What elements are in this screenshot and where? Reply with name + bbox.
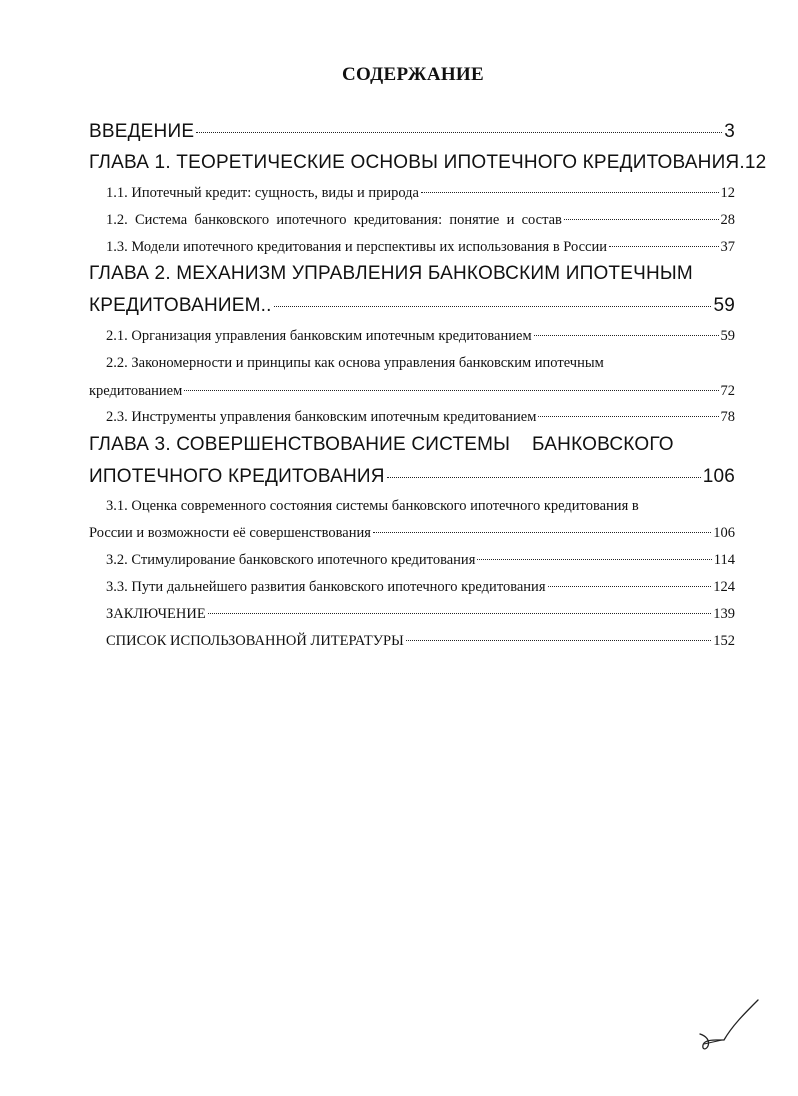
toc-entry-section-3-3[interactable] xyxy=(106,579,735,596)
page-number: 12 xyxy=(744,152,767,173)
toc-entry-label: ВВЕДЕНИЕ xyxy=(89,121,195,142)
toc-entry-label: 3.2. Стимулирование банковского ипотечного кредитования xyxy=(106,552,476,568)
toc-entry-label: 1.2. Система банковского ипотечного кредитования: понятие и состав xyxy=(106,212,562,228)
toc-entry-label: России и возможности её совершенствования xyxy=(89,525,371,541)
dot-leader xyxy=(609,246,718,247)
page-number: 106 xyxy=(713,525,735,541)
dot-leader xyxy=(534,335,719,336)
page-number: 37 xyxy=(720,239,735,255)
toc-entry-label: 1.3. Модели ипотечного кредитования и перспективы их использования в России xyxy=(106,239,608,255)
toc-entry-chapter-1[interactable] xyxy=(89,152,767,174)
toc-entry-section-1-3[interactable] xyxy=(106,239,735,256)
page-number: 59 xyxy=(720,328,735,344)
dot-leader xyxy=(406,640,711,641)
toc-entry-label: кредитованием xyxy=(89,383,183,399)
page-number: 28 xyxy=(720,212,735,228)
toc-entry-intro[interactable] xyxy=(89,121,735,143)
toc-entry-section-1-1[interactable] xyxy=(106,185,735,202)
toc-entry-conclusion[interactable] xyxy=(106,606,735,623)
toc-entry-section-2-2-line1[interactable]: 2.2. Закономерности и принципы как основа управления банковским ипотечным xyxy=(106,355,604,371)
toc-entry-label: КРЕДИТОВАНИЕМ.. xyxy=(89,295,272,316)
dot-leader xyxy=(387,477,701,478)
toc-entry-label: 3.3. Пути дальнейшего развития банковского ипотечного кредитования xyxy=(106,579,546,595)
signature-mark xyxy=(696,996,766,1056)
dot-leader xyxy=(538,416,718,417)
page-title: СОДЕРЖАНИЕ xyxy=(342,64,484,85)
toc-entry-section-3-1[interactable] xyxy=(89,525,735,542)
toc-entry-label: ЗАКЛЮЧЕНИЕ xyxy=(106,606,206,622)
page-number: 78 xyxy=(720,409,735,425)
toc-entry-label: 2.1. Организация управления банковским ипотечным кредитованием xyxy=(106,328,532,344)
toc-entry-section-3-2[interactable] xyxy=(106,552,735,569)
page-number: 72 xyxy=(720,383,735,399)
toc-entry-section-1-2[interactable] xyxy=(106,212,735,229)
dot-leader xyxy=(373,532,711,533)
page-number: 152 xyxy=(713,633,735,649)
toc-entry-section-2-1[interactable] xyxy=(106,328,735,345)
toc-entry-chapter-3[interactable] xyxy=(89,466,735,488)
page-number: 139 xyxy=(713,606,735,622)
dot-leader xyxy=(548,586,712,587)
page-number: 114 xyxy=(713,552,735,568)
toc-entry-section-2-2[interactable] xyxy=(89,383,735,400)
dot-leader xyxy=(196,132,722,133)
toc-entry-label: 1.1. Ипотечный кредит: сущность, виды и природа xyxy=(106,185,419,201)
toc-entry-label: ИПОТЕЧНОГО КРЕДИТОВАНИЯ xyxy=(89,466,385,487)
toc-entry-section-3-1-line1[interactable]: 3.1. Оценка современного состояния системы банковского ипотечного кредитования в xyxy=(106,498,639,514)
page-number: 12 xyxy=(720,185,735,201)
toc-entry-label: 2.3. Инструменты управления банковским ипотечным кредитованием xyxy=(106,409,537,425)
dot-leader xyxy=(184,390,718,391)
dot-leader xyxy=(421,192,719,193)
toc-entry-label: СПИСОК ИСПОЛЬЗОВАННОЙ ЛИТЕРАТУРЫ xyxy=(106,633,404,649)
page-number: 124 xyxy=(713,579,735,595)
toc-entry-chapter-2[interactable] xyxy=(89,295,735,317)
toc-entry-chapter-2-line1[interactable]: ГЛАВА 2. МЕХАНИЗМ УПРАВЛЕНИЯ БАНКОВСКИМ ИПОТЕЧНЫМ xyxy=(89,263,693,284)
toc-entry-section-2-3[interactable] xyxy=(106,409,735,426)
toc-entry-chapter-3-line1[interactable]: ГЛАВА 3. СОВЕРШЕНСТВОВАНИЕ СИСТЕМЫ БАНКОВСКОГО xyxy=(89,434,674,455)
dot-leader xyxy=(564,219,719,220)
page-number: 59 xyxy=(713,295,735,316)
page-number: 3 xyxy=(724,121,735,142)
toc-entry-references[interactable] xyxy=(106,633,735,650)
dot-leader xyxy=(208,613,712,614)
dot-leader xyxy=(477,559,711,560)
page-number: 106 xyxy=(702,466,735,487)
dot-leader xyxy=(274,306,712,307)
toc-entry-label: ГЛАВА 1. ТЕОРЕТИЧЕСКИЕ ОСНОВЫ ИПОТЕЧНОГО КРЕДИТОВАНИЯ. xyxy=(89,152,745,173)
